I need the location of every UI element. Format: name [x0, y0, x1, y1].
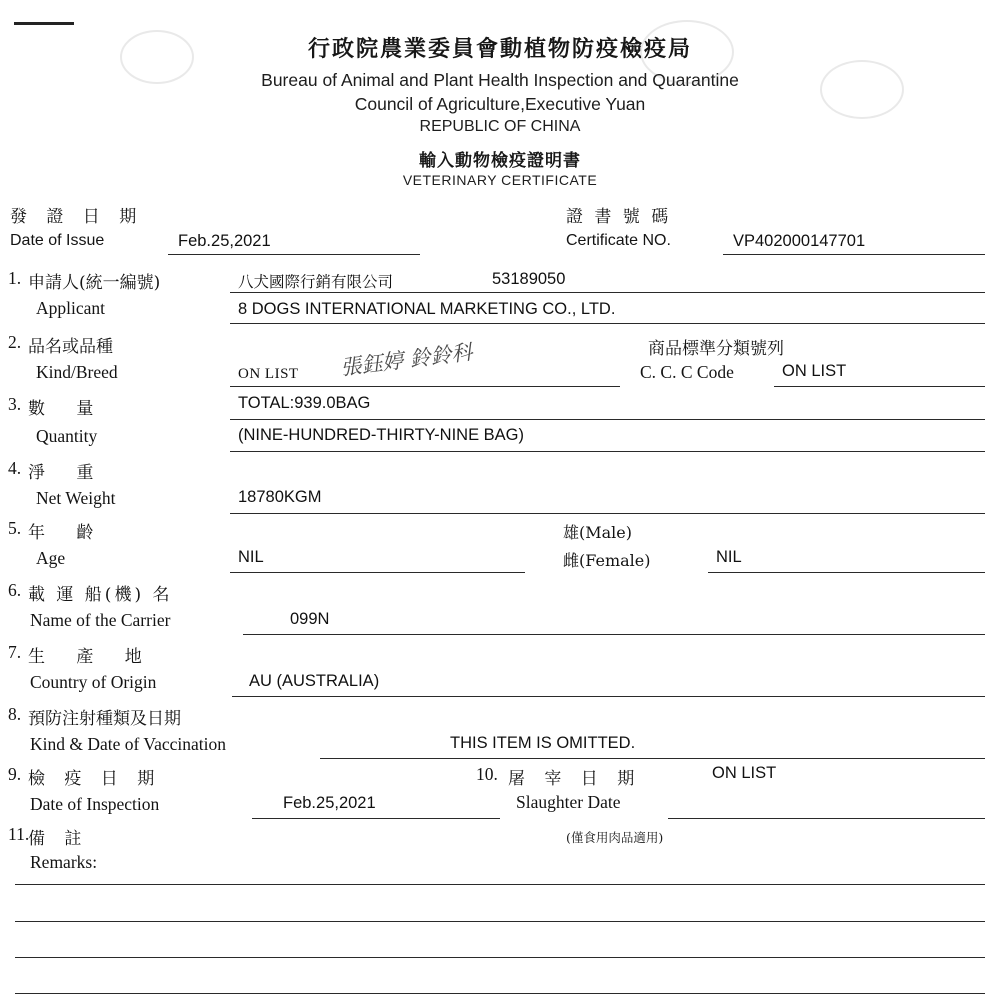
age-female-value: NIL: [716, 548, 742, 566]
remarks-rule-1: [15, 884, 985, 885]
slaughter-date-label-chinese: 屠 宰 日 期: [508, 769, 642, 789]
net-weight-number: 4.: [8, 458, 22, 478]
applicant-name-english: 8 DOGS INTERNATIONAL MARKETING CO., LTD.: [238, 300, 616, 318]
net-weight-rule: [230, 513, 985, 514]
certificate-title-english: VETERINARY CERTIFICATE: [402, 172, 598, 188]
age-male-value: NIL: [238, 548, 264, 566]
origin-label-english: Country of Origin: [30, 672, 157, 692]
applicant-number: 1.: [8, 268, 22, 288]
kind-breed-label-english: Kind/Breed: [36, 362, 118, 382]
age-label-english: Age: [36, 548, 66, 568]
slaughter-date-number: 10.: [476, 764, 498, 784]
remarks-rule-4: [15, 993, 985, 994]
inspection-date-number: 9.: [8, 764, 22, 784]
agency-subtitle-english: Council of Agriculture,Executive Yuan: [354, 94, 646, 114]
vaccination-rule: [320, 758, 985, 759]
ccc-code-rule: [774, 386, 985, 387]
agency-title-chinese: 行政院農業委員會動植物防疫檢疫局: [307, 36, 692, 62]
quantity-value-line1: TOTAL:939.0BAG: [238, 394, 371, 412]
applicant-label-english: Applicant: [36, 298, 106, 318]
issue-date-rule: [168, 254, 420, 255]
remarks-rule-2: [15, 921, 985, 922]
inspection-date-label-chinese: 檢 疫 日 期: [28, 769, 162, 789]
quantity-rule-1: [230, 419, 985, 420]
issue-date-label-chinese: 發 證 日 期: [10, 207, 144, 227]
age-female-rule: [708, 572, 985, 573]
age-label-chinese: 年 齡: [28, 523, 107, 543]
applicant-uniform-number: 53189050: [492, 270, 566, 288]
watermark-shape: [640, 20, 734, 84]
slaughter-date-rule: [668, 818, 985, 819]
country-line: REPUBLIC OF CHINA: [419, 118, 581, 135]
kind-breed-handwritten-note: 張鈺婷 鈴鈴科: [339, 339, 474, 380]
quantity-number: 3.: [8, 394, 22, 414]
quantity-label-chinese: 數 量: [28, 399, 107, 419]
applicant-name-chinese: 八犬國際行銷有限公司: [238, 273, 394, 291]
origin-label-chinese: 生 產 地: [28, 647, 155, 667]
remarks-label-english: Remarks:: [30, 852, 98, 872]
ccc-code-value: ON LIST: [782, 362, 847, 380]
slaughter-date-value: ON LIST: [712, 764, 777, 782]
vaccination-number: 8.: [8, 704, 22, 724]
applicant-rule-1: [230, 292, 985, 293]
age-male-label: 雄(Male): [563, 523, 632, 542]
watermark-shape: [120, 30, 194, 84]
certificate-no-rule: [723, 254, 985, 255]
carrier-label-chinese: 載 運 船(機) 名: [28, 585, 173, 605]
certificate-no-label-english: Certificate NO.: [566, 232, 671, 249]
inspection-date-value: Feb.25,2021: [283, 794, 376, 812]
net-weight-value: 18780KGM: [238, 488, 322, 506]
watermark-shape: [820, 60, 904, 119]
slaughter-date-note: (僅食用肉品適用): [566, 830, 664, 845]
vaccination-label-chinese: 預防注射種類及日期: [28, 709, 181, 729]
carrier-number: 6.: [8, 580, 22, 600]
kind-breed-value: ON LIST: [238, 366, 299, 382]
vaccination-label-english: Kind & Date of Vaccination: [30, 734, 227, 754]
ccc-code-label-chinese: 商品標準分類號列: [648, 339, 784, 359]
carrier-value: 099N: [290, 610, 330, 628]
kind-breed-rule: [230, 386, 620, 387]
carrier-rule: [243, 634, 985, 635]
certificate-no-value: VP402000147701: [733, 232, 866, 250]
vaccination-value: THIS ITEM IS OMITTED.: [450, 734, 636, 752]
net-weight-label-english: Net Weight: [36, 488, 116, 508]
remarks-number: 11.: [8, 824, 30, 844]
net-weight-label-chinese: 淨 重: [28, 463, 107, 483]
agency-title-english: Bureau of Animal and Plant Health Inspection and Quarantine: [261, 70, 739, 90]
issue-date-label-english: Date of Issue: [10, 232, 105, 249]
applicant-label-chinese: 申請人(統一編號): [28, 273, 161, 293]
age-female-label: 雌(Female): [563, 551, 651, 570]
issue-date-value: Feb.25,2021: [178, 232, 271, 250]
top-left-rule: [14, 22, 74, 25]
origin-number: 7.: [8, 642, 22, 662]
age-number: 5.: [8, 518, 22, 538]
inspection-date-label-english: Date of Inspection: [30, 794, 160, 814]
certificate-no-label-chinese: 證 書 號 碼: [566, 207, 672, 227]
carrier-label-english: Name of the Carrier: [30, 610, 171, 630]
kind-breed-number: 2.: [8, 332, 22, 352]
quantity-rule-2: [230, 451, 985, 452]
ccc-code-label-english: C. C. C Code: [640, 362, 734, 382]
slaughter-date-label-english: Slaughter Date: [516, 792, 621, 812]
certificate-title-chinese: 輸入動物檢疫證明書: [419, 151, 581, 171]
kind-breed-label-chinese: 品名或品種: [28, 337, 113, 357]
remarks-label-chinese: 備 註: [28, 829, 89, 849]
applicant-rule-2: [230, 323, 985, 324]
origin-value: AU (AUSTRALIA): [249, 672, 380, 690]
quantity-label-english: Quantity: [36, 426, 98, 446]
age-male-rule: [230, 572, 525, 573]
quantity-value-line2: (NINE-HUNDRED-THIRTY-NINE BAG): [238, 426, 525, 444]
origin-rule: [232, 696, 985, 697]
remarks-rule-3: [15, 957, 985, 958]
inspection-date-rule: [252, 818, 500, 819]
